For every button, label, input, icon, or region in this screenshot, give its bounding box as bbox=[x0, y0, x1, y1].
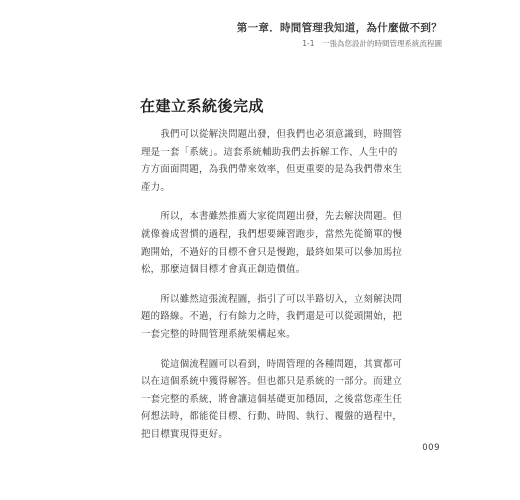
paragraph bbox=[141, 356, 403, 444]
running-header bbox=[237, 20, 442, 51]
text-line: 產力。 bbox=[141, 181, 171, 193]
paragraph bbox=[141, 291, 403, 344]
text-line: 方方面面問題，為我們帶來效率，但更重要的是為我們帶來生 bbox=[141, 164, 403, 176]
body-text bbox=[141, 126, 403, 456]
text-line: 所以，本書雖然推薦大家從問題出發，先去解決問題。但 bbox=[141, 211, 403, 223]
paragraph bbox=[141, 126, 403, 196]
text-line: 所以雖然這張流程圖，指引了可以半路切入，立刻解決問 bbox=[141, 293, 403, 305]
section-heading: 在建立系統後完成 bbox=[140, 97, 265, 115]
text-line: 一套完整的系統，將會讓這個基礎更加穩固，之後當您產生任 bbox=[141, 393, 403, 405]
section-subtitle: 1-1 一張為您設計的時間管理系統流程圖 bbox=[302, 39, 442, 48]
text-line: 一套完整的時間管理系統架構起來。 bbox=[141, 328, 296, 340]
text-line: 從這個流程圖可以看到，時間管理的各種問題，其實都可 bbox=[141, 358, 403, 370]
text-line: 以在這個系統中獲得解答。但也都只是系統的一部分。而建立 bbox=[141, 376, 403, 388]
text-line: 把目標實現得更好。 bbox=[141, 428, 229, 440]
page-number: 009 bbox=[422, 443, 440, 453]
text-line: 就像養成習慣的過程，我們想要練習跑步，當然先從簡單的慢 bbox=[141, 228, 403, 240]
text-line: 何想法時，都能從目標、行動、時間、執行、覆盤的過程中， bbox=[141, 411, 403, 423]
paragraph bbox=[141, 208, 403, 278]
text-line: 理是一套「系統」。這套系統輔助我們去拆解工作、人生中的 bbox=[141, 146, 398, 158]
text-line: 松，那麼這個目標才會真正創造價值。 bbox=[141, 264, 306, 276]
text-line: 題的路線。不過，行有餘力之時，我們還是可以從頭開始，把 bbox=[141, 311, 403, 323]
text-line: 我們可以從解決問題出發，但我們也必須意識到，時間管 bbox=[141, 129, 403, 140]
text-line: 跑開始，不過好的目標不會只是慢跑，最終如果可以參加馬拉 bbox=[141, 246, 403, 258]
chapter-title: 第一章．時間管理我知道，為什麼做不到？ bbox=[236, 22, 442, 34]
